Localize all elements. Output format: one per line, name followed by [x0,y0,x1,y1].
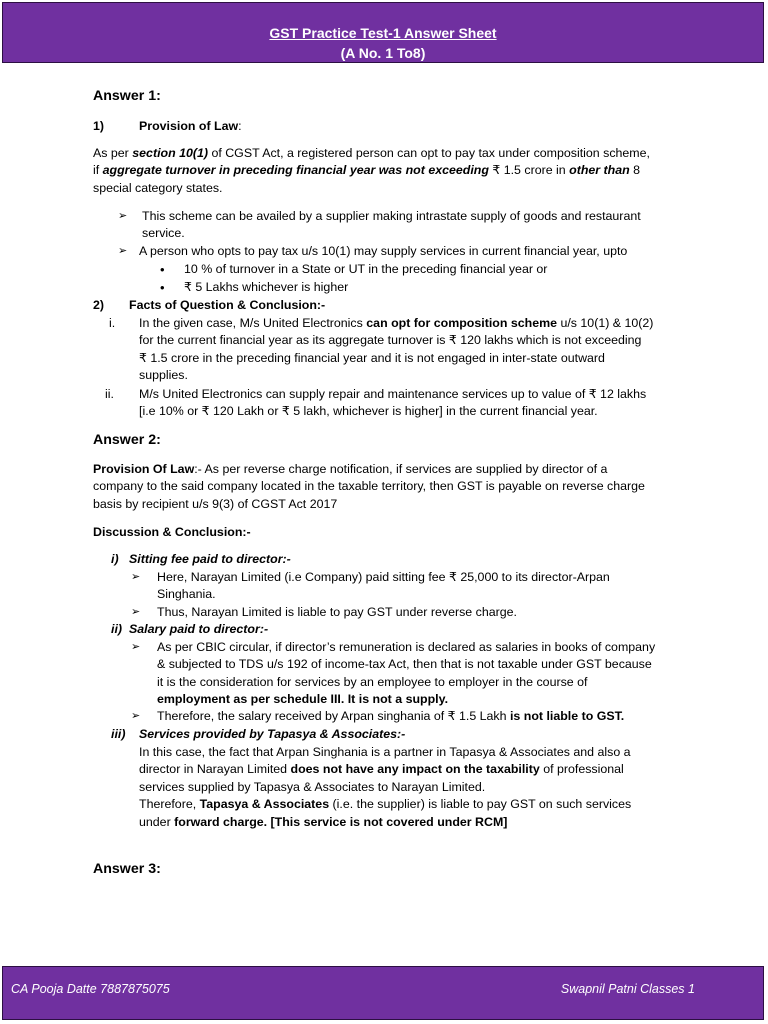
dot-bullet-icon: • [160,280,165,295]
item-i-number: i) [111,552,119,566]
answer2-heading: Answer 2: [93,432,161,448]
tapasya-text: In this case, the fact that Arpan Singhania is a partner in Tapasya & Associates and also a director in Narayan Limited does not have any impact on the taxability of professional services supplied by Tapasya & Associates to Narayan Limited. Therefore, Tapasya & Associates (i.e. the supplier) is liable to pay GST on such services under forward charge. [This service is not covered under RCM] [139,745,632,829]
answer1-heading: Answer 1: [93,88,161,104]
item-ii-number: ii) [111,622,123,636]
discussion-label: Discussion & Conclusion:- [93,525,251,539]
page-header [2,2,764,63]
arrow-bullet-icon: ➢ [131,710,141,722]
item-iii-title: Services provided by Tapasya & Associates:- [139,727,406,741]
footer-page-info: Swapnil Patni Classes 1 [560,982,695,996]
point-ii-number: ii. [105,387,114,401]
header-subtitle: (A No. 1 To8) [340,45,426,61]
item-iii-number: iii) [111,727,126,741]
arrow-bullet-icon: ➢ [131,571,141,583]
point-ii-text: M/s United Electronics can supply repair and maintenance services up to value of ₹ 12 lakhs [i.e 10% or ₹ 120 Lakh or ₹ 5 lakh, whichever is higher] in the current financial year. [139,387,647,419]
answer1-paragraph: As per section 10(1) of CGST Act, a registered person can opt to pay tax under composition scheme, if aggregate turnover in preceding financial year was not exceeding ₹ 1.5 crore in other than 8 special category states. [93,146,650,195]
header-title: GST Practice Test-1 Answer Sheet [269,25,497,41]
section2-label: Facts of Question & Conclusion:- [129,298,326,312]
page-footer [2,966,764,1020]
arrow-bullet-icon: ➢ [131,641,141,653]
footer-author: CA Pooja Datte 7887875075 [11,982,170,996]
bullet-scheme: This scheme can be availed by a supplier making intrastate supply of goods and restaurant service. [142,209,641,241]
arrow-bullet-icon: ➢ [118,245,128,257]
section2-number: 2) [93,298,105,312]
point-i-text: In the given case, M/s United Electronics can opt for composition scheme u/s 10(1) & 10(2) for the current financial year as its aggregate turnover is ₹ 120 lakhs which is not exceeding ₹ 1.5 crore in the preceding financial year and it is not engaged in inter-state outward supplies. [139,316,654,383]
sub-bullet-10-percent: 10 % of turnover in a State or UT in the preceding financial year or [184,262,548,276]
dot-bullet-icon: • [160,262,165,277]
sitting-fee-bullet: Here, Narayan Limited (i.e Company) paid sitting fee ₹ 25,000 to its director-Arpan Singhania. [157,570,610,602]
point-i-number: i. [109,316,116,330]
item-ii-title: Salary paid to director:- [129,622,269,636]
section1-number: 1) [93,119,105,133]
item-i-title: Sitting fee paid to director:- [129,552,291,566]
arrow-bullet-icon: ➢ [118,210,128,222]
bullet-services: A person who opts to pay tax u/s 10(1) may supply services in current financial year, upto [139,244,628,258]
cbic-circular-bullet: As per CBIC circular, if director’s remuneration is declared as salaries in books of company & subjected to TDS u/s 192 of income-tax Act, then that is not taxable under GST because it is the consideration for services by an employee to employer in the course of employment as per schedule III. It is not a supply. [157,640,656,707]
sub-bullet-5-lakhs: ₹ 5 Lakhs whichever is higher [184,280,349,294]
answer3-heading: Answer 3: [93,861,161,877]
section1-label: Provision of Law: [139,119,242,133]
reverse-charge-bullet: Thus, Narayan Limited is liable to pay GST under reverse charge. [157,605,517,619]
salary-bullet: Therefore, the salary received by Arpan singhania of ₹ 1.5 Lakh is not liable to GST. [157,709,625,723]
answer2-provision: Provision Of Law:- As per reverse charge notification, if services are supplied by director of a company to the said company located in the taxable territory, then GST is payable on reverse charge basis by recipient u/s 9(3) of CGST Act 2017 [93,462,645,511]
arrow-bullet-icon: ➢ [131,606,141,618]
